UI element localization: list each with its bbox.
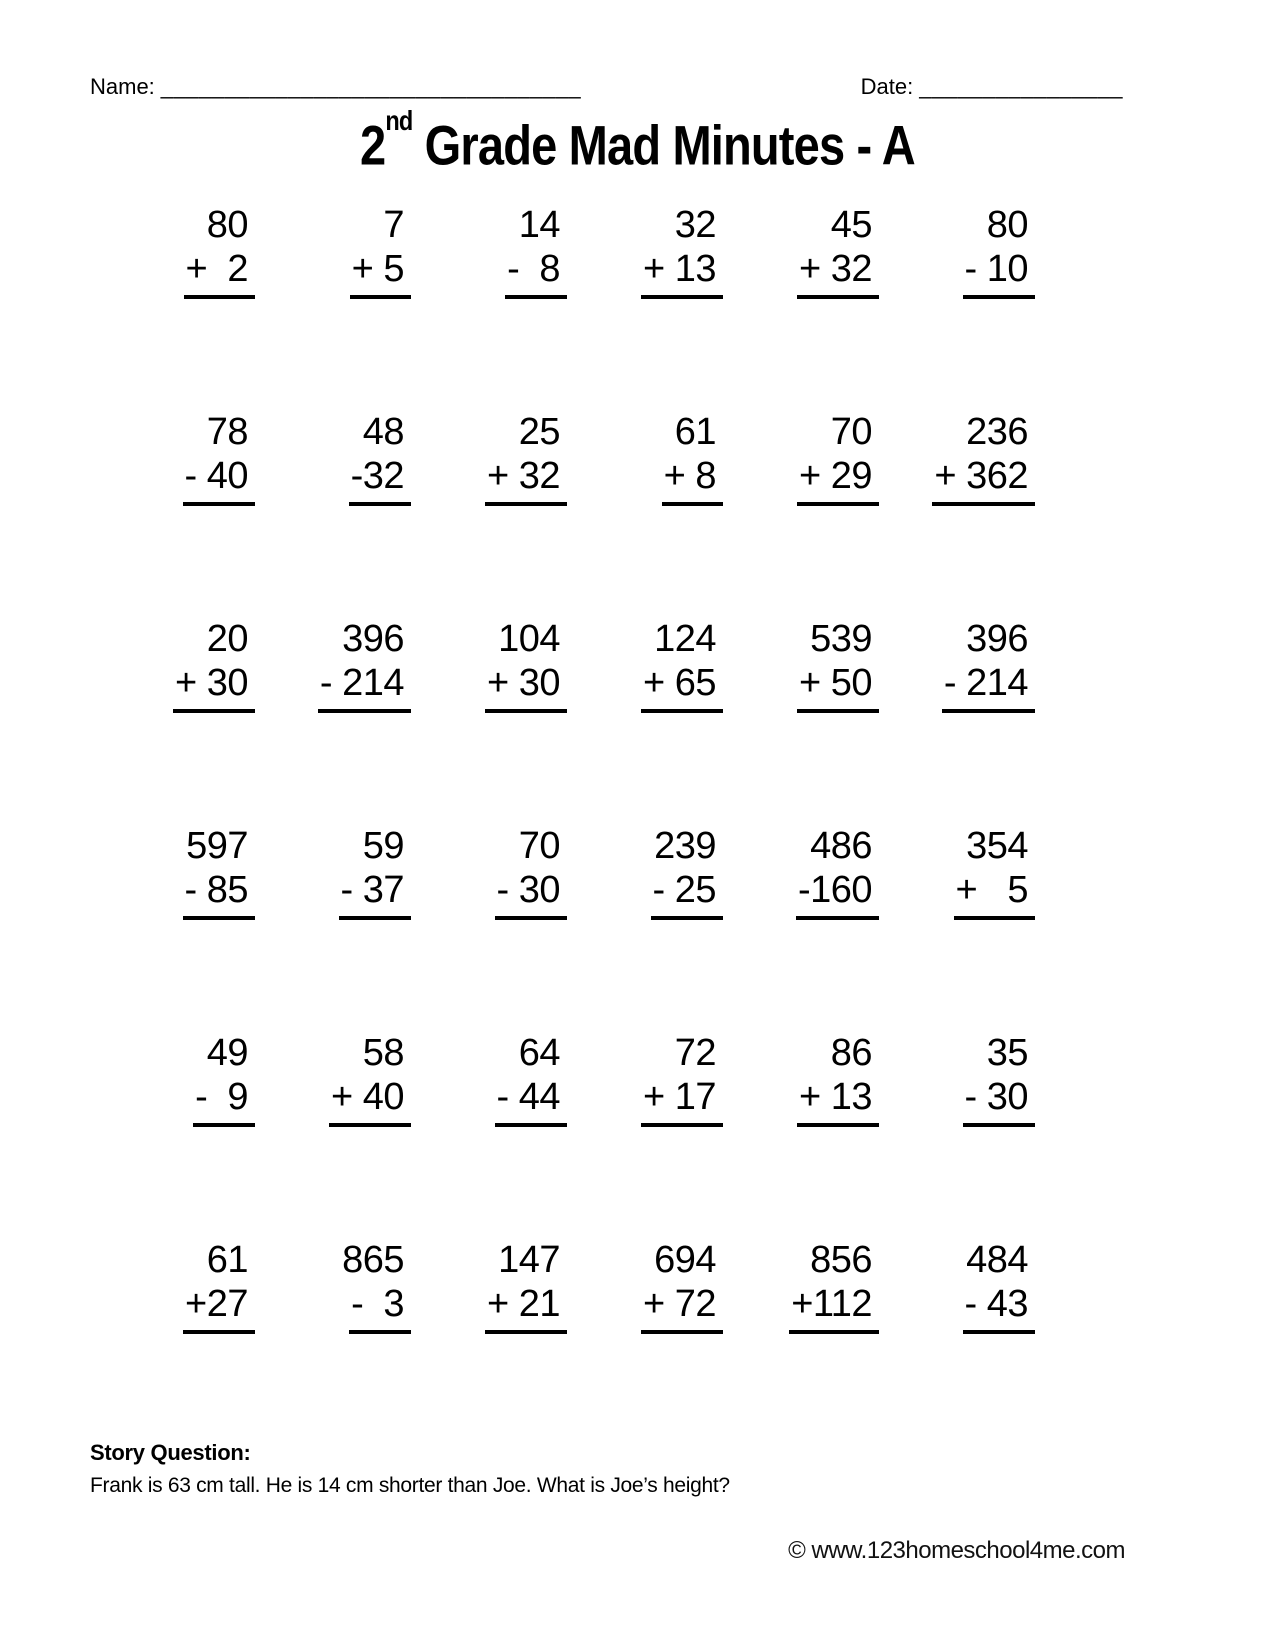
math-problem (255, 203, 411, 299)
problem-top-operand: 7 (383, 204, 404, 246)
problem-operator-line: + 30 (173, 661, 255, 713)
math-problem (411, 1238, 567, 1334)
problem-operator-line: + 30 (485, 661, 567, 713)
problem-operator-line: + 21 (485, 1282, 567, 1334)
problem-top-operand: 856 (810, 1239, 872, 1281)
problem-top-operand: 486 (810, 825, 872, 867)
problem-top-operand: 539 (810, 618, 872, 660)
problem-operator-line: +112 (789, 1282, 879, 1334)
math-problem (411, 410, 567, 506)
problem-operator-line: + 65 (641, 661, 723, 713)
problem-top-operand: 147 (498, 1239, 560, 1281)
problem-operator-line: + 32 (797, 247, 879, 299)
math-problem (411, 1031, 567, 1127)
problem-top-operand: 124 (654, 618, 716, 660)
problem-top-operand: 58 (362, 1032, 404, 1074)
problem-operator-line: -160 (796, 868, 879, 920)
math-problem (879, 1031, 1035, 1127)
math-problem (879, 203, 1035, 299)
problem-operator-line: - 37 (339, 868, 411, 920)
problem-top-operand: 865 (342, 1239, 404, 1281)
problem-operator-line: - 44 (495, 1075, 567, 1127)
problem-operator-line: + 40 (329, 1075, 411, 1127)
math-problem (879, 617, 1035, 713)
story-question-heading: Story Question: (90, 1440, 251, 1465)
problem-operator-line: - 3 (349, 1282, 411, 1334)
problem-top-operand: 61 (206, 1239, 248, 1281)
problem-top-operand: 484 (966, 1239, 1028, 1281)
math-problem (723, 1238, 879, 1334)
math-problem (879, 410, 1035, 506)
problem-operator-line: + 13 (797, 1075, 879, 1127)
math-problem (411, 617, 567, 713)
math-problem (567, 1031, 723, 1127)
math-problem (567, 410, 723, 506)
math-problem (567, 1238, 723, 1334)
story-question-section (90, 1436, 730, 1502)
problem-top-operand: 694 (654, 1239, 716, 1281)
math-problem (255, 824, 411, 920)
problem-top-operand: 61 (674, 411, 716, 453)
story-question-text: Frank is 63 cm tall. He is 14 cm shorter than Joe. What is Joe’s height? (90, 1474, 730, 1497)
problem-top-operand: 20 (206, 618, 248, 660)
problem-operator-line: - 43 (963, 1282, 1035, 1334)
math-problem (723, 203, 879, 299)
problem-top-operand: 236 (966, 411, 1028, 453)
problem-operator-line: - 85 (183, 868, 255, 920)
math-problem (723, 824, 879, 920)
math-problem (411, 203, 567, 299)
problem-top-operand: 14 (518, 204, 560, 246)
name-label: Name: (90, 74, 155, 99)
problems-grid (99, 203, 1035, 1334)
problem-top-operand: 70 (830, 411, 872, 453)
problem-operator-line: + 72 (641, 1282, 723, 1334)
problem-operator-line: + 13 (641, 247, 723, 299)
math-problem (255, 1238, 411, 1334)
problem-top-operand: 86 (830, 1032, 872, 1074)
title-number: 2 (360, 113, 386, 177)
problem-operator-line: +27 (183, 1282, 255, 1334)
problem-top-operand: 45 (830, 204, 872, 246)
title-text: Grade Mad Minutes - A (412, 113, 915, 177)
problem-operator-line: + 5 (954, 868, 1036, 920)
math-problem (99, 203, 255, 299)
problem-operator-line: + 362 (932, 454, 1035, 506)
problem-top-operand: 49 (206, 1032, 248, 1074)
math-problem (567, 203, 723, 299)
date-label: Date: (860, 74, 914, 99)
problem-top-operand: 354 (966, 825, 1028, 867)
math-problem (99, 617, 255, 713)
math-problem (879, 824, 1035, 920)
math-problem (411, 824, 567, 920)
problem-operator-line: + 5 (350, 247, 411, 299)
problem-operator-line: - 214 (942, 661, 1035, 713)
math-problem (723, 410, 879, 506)
problem-operator-line: - 25 (651, 868, 723, 920)
math-problem (255, 617, 411, 713)
problem-top-operand: 80 (986, 204, 1028, 246)
date-write-line: ________________ (919, 74, 1123, 99)
problem-top-operand: 78 (206, 411, 248, 453)
problem-operator-line: - 10 (963, 247, 1035, 299)
problem-top-operand: 32 (674, 204, 716, 246)
problem-top-operand: 239 (654, 825, 716, 867)
problem-operator-line: + 17 (641, 1075, 723, 1127)
math-problem (99, 410, 255, 506)
problem-top-operand: 396 (966, 618, 1028, 660)
problem-operator-line: - 214 (318, 661, 411, 713)
problem-operator-line: - 30 (495, 868, 567, 920)
math-problem (255, 410, 411, 506)
problem-top-operand: 80 (206, 204, 248, 246)
math-problem (99, 824, 255, 920)
problem-top-operand: 25 (518, 411, 560, 453)
problem-top-operand: 597 (186, 825, 248, 867)
math-problem (99, 1031, 255, 1127)
problem-operator-line: - 40 (183, 454, 255, 506)
problem-operator-line: + 8 (662, 454, 723, 506)
problem-operator-line: + 50 (797, 661, 879, 713)
problem-top-operand: 396 (342, 618, 404, 660)
problem-operator-line: + 32 (485, 454, 567, 506)
problem-operator-line: - 8 (505, 247, 567, 299)
problem-top-operand: 35 (986, 1032, 1028, 1074)
copyright-footer: © www.123homeschool4me.com (788, 1537, 1125, 1564)
math-problem (879, 1238, 1035, 1334)
problem-top-operand: 59 (362, 825, 404, 867)
math-problem (567, 617, 723, 713)
name-field (90, 74, 581, 100)
problem-operator-line: - 9 (193, 1075, 255, 1127)
problem-top-operand: 72 (674, 1032, 716, 1074)
problem-operator-line: -32 (349, 454, 411, 506)
math-problem (723, 1031, 879, 1127)
title-ordinal-suffix: nd (385, 105, 413, 137)
math-problem (723, 617, 879, 713)
math-problem (567, 824, 723, 920)
problem-operator-line: - 30 (963, 1075, 1035, 1127)
math-problem (255, 1031, 411, 1127)
problem-top-operand: 70 (518, 825, 560, 867)
problem-top-operand: 104 (498, 618, 560, 660)
problem-operator-line: + 2 (184, 247, 255, 299)
header-row (90, 74, 1123, 100)
date-field (861, 74, 1123, 100)
math-problem (99, 1238, 255, 1334)
problem-top-operand: 64 (518, 1032, 560, 1074)
problem-top-operand: 48 (362, 411, 404, 453)
name-write-line: _________________________________ (160, 74, 582, 99)
problem-operator-line: + 29 (797, 454, 879, 506)
page-title (102, 106, 1173, 176)
